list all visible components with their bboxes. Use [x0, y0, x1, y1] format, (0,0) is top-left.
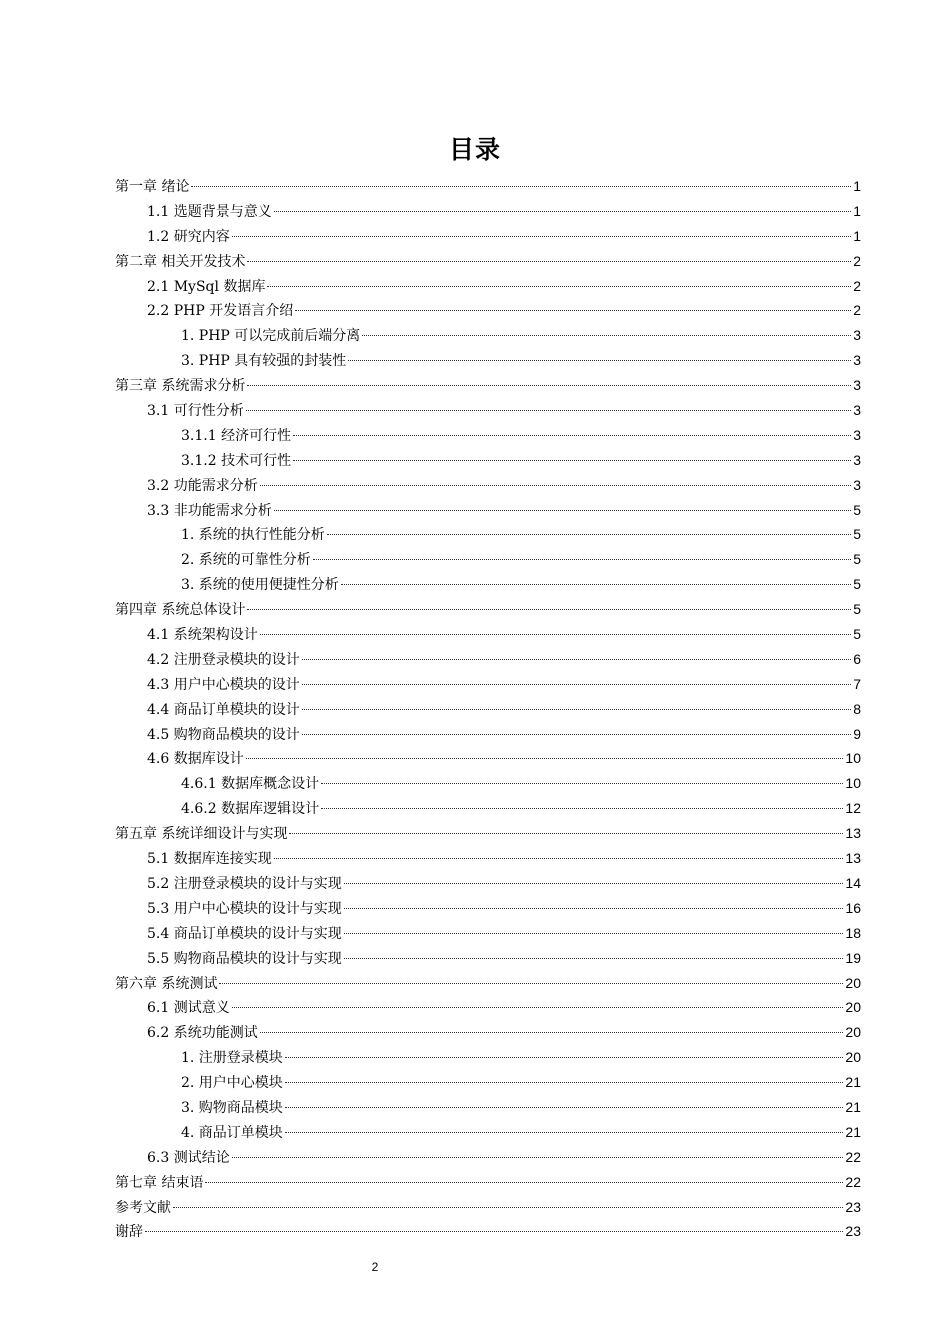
toc-entry-label: 6.2 系统功能测试: [147, 1025, 258, 1042]
toc-entry[interactable]: [115, 274, 861, 299]
toc-entry[interactable]: [115, 1020, 861, 1045]
toc-entry-label: 1. 系统的执行性能分析: [181, 527, 325, 544]
toc-entry-label: 2. 用户中心模块: [181, 1075, 283, 1092]
toc-entry-page: 10: [845, 775, 861, 792]
toc-entry-label: 4.6.1 数据库概念设计: [181, 776, 320, 793]
toc-entry-page: 5: [853, 626, 861, 643]
toc-entry-page: 20: [845, 999, 861, 1016]
toc-entry-label: 5.3 用户中心模块的设计与实现: [147, 900, 342, 917]
toc-entry-label: 谢辞: [115, 1224, 143, 1241]
toc-entry[interactable]: [115, 622, 861, 647]
page-number: 2: [371, 1260, 379, 1274]
toc-entry-label: 1.1 选题背景与意义: [147, 203, 272, 220]
toc-entry-label: 3.3 非功能需求分析: [147, 502, 272, 519]
toc-entry-label: 3.1 可行性分析: [147, 403, 244, 420]
toc-entry-page: 6: [853, 650, 861, 667]
dot-leader: [344, 908, 844, 909]
toc-entry-label: 第三章 系统需求分析: [115, 378, 246, 395]
toc-entry[interactable]: [115, 597, 861, 622]
dot-leader: [246, 758, 844, 759]
toc-entry[interactable]: [115, 423, 861, 448]
toc-entry-page: 14: [845, 874, 861, 891]
toc-entry[interactable]: [115, 946, 861, 971]
toc-entry-page: 10: [845, 750, 861, 767]
toc-entry-page: 20: [845, 1024, 861, 1041]
toc-entry-label: 4.1 系统架构设计: [147, 627, 258, 644]
toc-entry-page: 1: [853, 202, 861, 219]
dot-leader: [285, 1132, 844, 1133]
dot-leader: [274, 211, 851, 212]
toc-title: 目录: [448, 135, 501, 164]
toc-entry[interactable]: [115, 1145, 861, 1170]
dot-leader: [362, 335, 851, 336]
toc-entry[interactable]: [115, 971, 861, 996]
toc-entry-label: 1.2 研究内容: [147, 228, 230, 245]
toc-entry[interactable]: [115, 199, 861, 224]
toc-entry[interactable]: [115, 448, 861, 473]
toc-entry[interactable]: [115, 672, 861, 697]
toc-entry-page: 20: [845, 974, 861, 991]
toc-entry-page: 21: [845, 1123, 861, 1140]
toc-entry-page: 22: [845, 1148, 861, 1165]
toc-entry-page: 5: [853, 601, 861, 618]
toc-entry-label: 4.2 注册登录模块的设计: [147, 651, 300, 668]
toc-entry-label: 3. 系统的使用便捷性分析: [181, 577, 339, 594]
toc-entry[interactable]: [115, 1219, 861, 1244]
dot-leader: [293, 435, 851, 436]
dot-leader: [205, 1182, 843, 1183]
toc-entry-page: 1: [853, 178, 861, 194]
toc-entry-page: 23: [845, 1223, 861, 1240]
dot-leader: [341, 584, 851, 585]
toc-entry-label: 3.2 功能需求分析: [147, 477, 258, 494]
dot-leader: [260, 634, 851, 635]
dot-leader: [246, 410, 851, 411]
dot-leader: [321, 808, 843, 809]
dot-leader: [321, 783, 843, 784]
toc-entry-page: 3: [853, 476, 861, 493]
toc-entry[interactable]: [115, 572, 861, 597]
toc-entry[interactable]: [115, 722, 861, 747]
toc-entry-label: 4.3 用户中心模块的设计: [147, 676, 300, 693]
toc-entry-label: 2.1 MySql 数据库: [147, 278, 266, 295]
toc-entry-label: 第一章 绪论: [115, 179, 190, 195]
toc-entry-label: 4.6 数据库设计: [147, 751, 244, 768]
toc-entry[interactable]: [115, 174, 861, 199]
toc-entry-page: 8: [853, 700, 861, 717]
toc-entry[interactable]: [115, 1170, 861, 1195]
dot-leader: [344, 933, 844, 934]
dot-leader: [302, 734, 851, 735]
toc-entry-page: 5: [853, 576, 861, 593]
toc-entry-page: 19: [845, 949, 861, 966]
dot-leader: [293, 460, 851, 461]
dot-leader: [232, 236, 851, 237]
toc-entry[interactable]: [115, 846, 861, 871]
toc-entry-label: 3.1.2 技术可行性: [181, 452, 292, 469]
dot-leader: [313, 559, 851, 560]
dot-leader: [145, 1231, 843, 1232]
toc-entry[interactable]: [115, 921, 861, 946]
toc-entry[interactable]: [115, 522, 861, 547]
toc-entry-label: 5.4 商品订单模块的设计与实现: [147, 925, 342, 942]
toc-entry-page: 12: [845, 800, 861, 817]
toc-entry-page: 5: [853, 501, 861, 518]
toc-entry[interactable]: [115, 746, 861, 771]
toc-entry[interactable]: [115, 373, 861, 398]
dot-leader: [247, 609, 851, 610]
toc-entry-page: 3: [853, 327, 861, 344]
toc-entry[interactable]: [115, 298, 861, 323]
toc-entry-label: 5.1 数据库连接实现: [147, 851, 272, 868]
toc-entry[interactable]: [115, 647, 861, 672]
dot-leader: [302, 709, 851, 710]
dot-leader: [344, 883, 844, 884]
toc-entry[interactable]: [115, 771, 861, 796]
toc-entry[interactable]: [115, 323, 861, 348]
toc-entry-label: 5.2 注册登录模块的设计与实现: [147, 875, 342, 892]
toc-entry-page: 21: [845, 1098, 861, 1115]
toc-entry-label: 第二章 相关开发技术: [115, 253, 246, 270]
toc-entry-page: 3: [853, 451, 861, 468]
dot-leader: [285, 1107, 844, 1108]
toc-entry[interactable]: [115, 995, 861, 1020]
table-of-contents: [115, 174, 861, 1244]
toc-entry-label: 第六章 系统测试: [115, 975, 218, 992]
dot-leader: [232, 1007, 844, 1008]
toc-entry[interactable]: [115, 348, 861, 373]
toc-entry-page: 3: [853, 426, 861, 443]
toc-entry-page: 2: [853, 277, 861, 294]
dot-leader: [260, 485, 851, 486]
toc-entry-page: 3: [853, 377, 861, 394]
toc-entry-page: 13: [845, 825, 861, 842]
dot-leader: [191, 186, 851, 187]
toc-entry-page: 21: [845, 1074, 861, 1091]
toc-entry[interactable]: [115, 1095, 861, 1120]
toc-entry-label: 4.5 购物商品模块的设计: [147, 726, 300, 743]
toc-entry-label: 4.4 商品订单模块的设计: [147, 701, 300, 718]
toc-entry-page: 18: [845, 924, 861, 941]
toc-entry-label: 1. 注册登录模块: [181, 1050, 283, 1067]
toc-entry-label: 2.2 PHP 开发语言介绍: [147, 303, 294, 320]
toc-entry-label: 6.1 测试意义: [147, 1000, 230, 1017]
dot-leader: [285, 1082, 844, 1083]
dot-leader: [285, 1057, 844, 1058]
toc-entry-label: 第五章 系统详细设计与实现: [115, 826, 288, 843]
toc-entry-page: 13: [845, 850, 861, 867]
toc-entry[interactable]: [115, 547, 861, 572]
dot-leader: [247, 385, 851, 386]
dot-leader: [295, 310, 851, 311]
toc-entry-page: 23: [845, 1198, 861, 1215]
toc-entry-label: 5.5 购物商品模块的设计与实现: [147, 950, 342, 967]
dot-leader: [302, 659, 851, 660]
toc-entry[interactable]: [115, 1195, 861, 1220]
toc-entry-page: 3: [853, 402, 861, 419]
toc-entry[interactable]: [115, 224, 861, 249]
toc-entry-page: 2: [853, 252, 861, 269]
toc-entry-page: 5: [853, 526, 861, 543]
toc-entry[interactable]: [115, 697, 861, 722]
toc-entry-page: 5: [853, 551, 861, 568]
toc-entry[interactable]: [115, 821, 861, 846]
toc-entry-label: 3. 购物商品模块: [181, 1099, 283, 1116]
dot-leader: [260, 1032, 844, 1033]
dot-leader: [344, 958, 844, 959]
dot-leader: [302, 684, 851, 685]
toc-entry-page: 7: [853, 675, 861, 692]
toc-entry-page: 20: [845, 1049, 861, 1066]
dot-leader: [327, 534, 851, 535]
toc-entry[interactable]: [115, 249, 861, 274]
toc-entry-page: 1: [853, 227, 861, 244]
toc-entry-page: 3: [853, 352, 861, 369]
toc-entry[interactable]: [115, 473, 861, 498]
toc-entry-page: 16: [845, 899, 861, 916]
toc-entry-page: 2: [853, 302, 861, 319]
dot-leader: [348, 360, 851, 361]
toc-entry[interactable]: [115, 398, 861, 423]
toc-entry[interactable]: [115, 1120, 861, 1145]
toc-entry-page: 22: [845, 1173, 861, 1190]
toc-entry-label: 2. 系统的可靠性分析: [181, 552, 311, 569]
dot-leader: [219, 983, 843, 984]
toc-entry-label: 4. 商品订单模块: [181, 1124, 283, 1141]
toc-entry-page: 9: [853, 725, 861, 742]
dot-leader: [274, 858, 844, 859]
toc-entry[interactable]: [115, 871, 861, 896]
toc-entry-label: 4.6.2 数据库逻辑设计: [181, 801, 320, 818]
toc-entry-label: 第四章 系统总体设计: [115, 602, 246, 619]
dot-leader: [247, 261, 851, 262]
toc-entry[interactable]: [115, 796, 861, 821]
toc-entry-label: 3.1.1 经济可行性: [181, 427, 292, 444]
toc-entry-label: 第七章 结束语: [115, 1174, 204, 1191]
toc-entry-label: 参考文献: [115, 1199, 171, 1216]
dot-leader: [267, 286, 851, 287]
dot-leader: [289, 833, 843, 834]
dot-leader: [232, 1157, 844, 1158]
toc-entry-label: 1. PHP 可以完成前后端分离: [181, 328, 361, 345]
toc-entry[interactable]: [115, 1045, 861, 1070]
toc-entry-label: 3. PHP 具有较强的封装性: [181, 353, 347, 370]
toc-entry[interactable]: [115, 1070, 861, 1095]
dot-leader: [274, 510, 851, 511]
dot-leader: [173, 1207, 843, 1208]
toc-entry[interactable]: [115, 896, 861, 921]
toc-entry-label: 6.3 测试结论: [147, 1149, 230, 1166]
toc-entry[interactable]: [115, 498, 861, 523]
